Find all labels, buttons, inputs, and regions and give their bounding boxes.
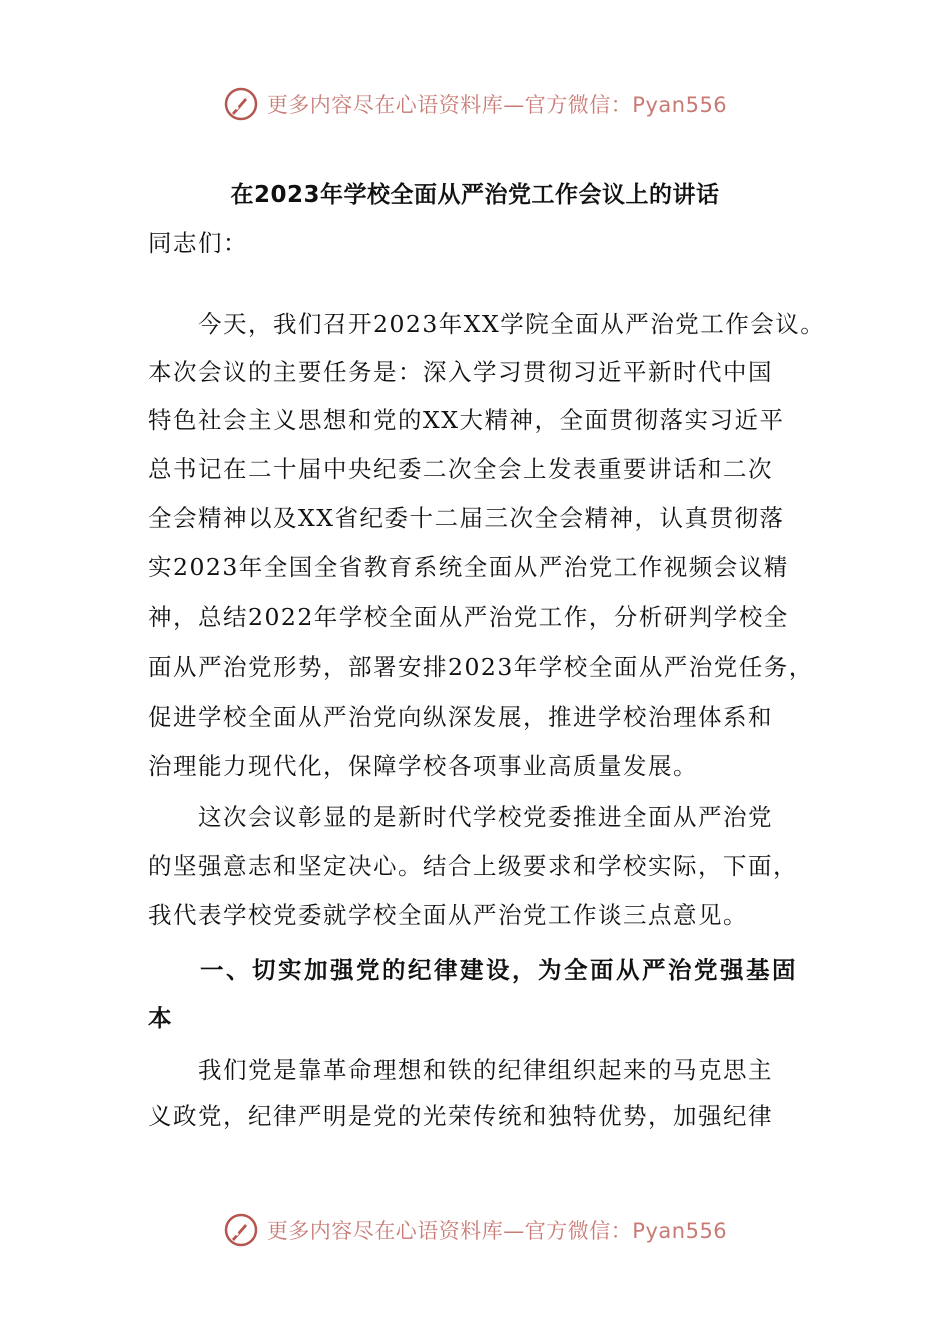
document-title: 在2023年学校全面从严治党工作会议上的讲话	[230, 182, 720, 208]
watermark-text: 更多内容尽在心语资料库—官方微信：Pyan556	[266, 1219, 728, 1243]
section-heading-continued: 本	[148, 1004, 174, 1032]
paragraph-line: 特色社会主义思想和党的XX大精神，全面贯彻落实习近平	[148, 406, 785, 434]
paragraph-line: 总书记在二十届中央纪委二次全会上发表重要讲话和二次	[148, 455, 773, 483]
paragraph-line: 实2023年全国全省教育系统全面从严治党工作视频会议精	[148, 553, 789, 581]
paragraph-line: 本次会议的主要任务是：深入学习贯彻习近平新时代中国	[148, 358, 773, 386]
paragraph-line: 义政党，纪律严明是党的光荣传统和独特优势，加强纪律	[148, 1102, 773, 1130]
paragraph-line: 这次会议彰显的是新时代学校党委推进全面从严治党	[148, 803, 773, 831]
paragraph-line: 我们党是靠革命理想和铁的纪律组织起来的马克思主	[148, 1056, 773, 1084]
paragraph-line: 的坚强意志和坚定决心。结合上级要求和学校实际，下面，	[148, 852, 798, 880]
pen-nib-icon	[223, 86, 259, 122]
section-heading: 一、切实加强党的纪律建设，为全面从严治党强基固	[148, 956, 798, 984]
paragraph-line: 面从严治党形势，部署安排2023年学校全面从严治党任务，	[148, 653, 814, 681]
paragraph-line: 今天，我们召开2023年XX学院全面从严治党工作会议。	[148, 310, 826, 338]
footer-watermark	[0, 1206, 950, 1254]
paragraph-line: 治理能力现代化，保障学校各项事业高质量发展。	[148, 752, 698, 780]
paragraph-line: 全会精神以及XX省纪委十二届三次全会精神，认真贯彻落	[148, 504, 785, 532]
paragraph-line: 促进学校全面从严治党向纵深发展，推进学校治理体系和	[148, 703, 773, 731]
watermark-text: 更多内容尽在心语资料库—官方微信：Pyan556	[266, 93, 728, 117]
paragraph-line: 神，总结2022年学校全面从严治党工作，分析研判学校全	[148, 603, 789, 631]
header-watermark	[0, 80, 950, 128]
salutation: 同志们：	[148, 229, 248, 257]
paragraph-line: 我代表学校党委就学校全面从严治党工作谈三点意见。	[148, 901, 748, 929]
pen-nib-icon	[223, 1212, 259, 1248]
